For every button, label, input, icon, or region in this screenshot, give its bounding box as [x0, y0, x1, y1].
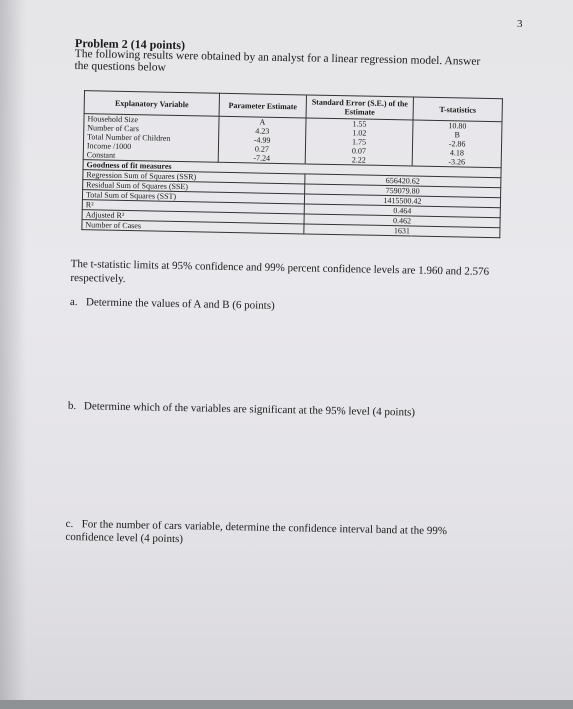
gof-label: Residual Sum of Squares (SSE) — [83, 180, 305, 194]
gof-label: Regression Sum of Squares (SSR) — [83, 170, 305, 184]
question-text: Determine the values of A and B (6 points) — [85, 296, 275, 312]
variable-name: Household Size — [87, 114, 139, 125]
gof-value: 1415500.42 — [304, 194, 500, 208]
t-stat-limits-note: The t-statistic limits at 95% confidence and 99% percent confidence levels are 1.960 and 2.576 respectively. — [70, 257, 490, 286]
question-letter: b. — [67, 399, 77, 413]
regression-table — [81, 90, 503, 238]
t-stat-value: B — [454, 130, 461, 140]
std-error-value: 0.07 — [351, 146, 367, 156]
t-stat-list — [412, 120, 502, 168]
estimate-value: -4.99 — [253, 135, 271, 145]
header-explanatory-variable: Explanatory Variable — [84, 91, 219, 117]
question-c — [65, 518, 495, 552]
variable-name: Total Number of Children — [87, 132, 171, 143]
t-stat-value: -2.86 — [448, 139, 466, 149]
header-standard-error: Standard Error (S.E.) of the Estimate — [306, 95, 413, 120]
estimate-list — [218, 116, 306, 164]
question-text: Determine which of the variables are significant at the 95% level (4 points) — [83, 400, 416, 419]
page-number: 3 — [517, 18, 523, 30]
gof-label: Adjusted R² — [82, 210, 304, 224]
gof-value: 0.462 — [304, 214, 500, 228]
header-t-statistics: T-statistics — [413, 97, 502, 122]
std-error-value: 2.22 — [351, 155, 366, 165]
estimate-value: 0.27 — [254, 144, 270, 154]
question-letter: a. — [69, 295, 78, 309]
table-row — [83, 114, 502, 168]
t-stat-value: 10.80 — [448, 121, 467, 131]
std-error-value: 1.75 — [352, 137, 367, 147]
std-error-value: 1.02 — [352, 128, 367, 138]
std-error-value: 1.55 — [352, 119, 367, 129]
t-stat-value: 4.18 — [449, 148, 464, 158]
gof-heading: Goodness of fit measures — [83, 160, 501, 178]
problem-intro: The following results were obtained by an analyst for a linear regression model. Answer the questions below — [74, 47, 481, 74]
gof-value: 1631 — [304, 224, 500, 238]
gof-value: 0.464 — [304, 204, 500, 218]
gof-label: R² — [82, 200, 304, 214]
estimate-value: A — [259, 117, 266, 127]
std-error-list — [305, 118, 413, 166]
question-letter: c. — [65, 517, 74, 531]
header-parameter-estimate: Parameter Estimate — [219, 93, 306, 118]
t-stat-value: -3.26 — [448, 157, 466, 167]
gof-label: Total Sum of Squares (SST) — [82, 190, 304, 204]
problem-heading: Problem 2 (14 points) — [74, 36, 186, 53]
variable-list — [83, 114, 219, 163]
variable-name: Constant — [86, 150, 116, 160]
question-text: For the number of cars variable, determine the confidence interval band at the 99% confidence level (4 points) — [65, 518, 448, 546]
question-b — [68, 400, 415, 420]
gof-value: 656420.62 — [305, 174, 501, 188]
variable-name: Income /1000 — [86, 141, 132, 152]
gof-label: Number of Cases — [82, 220, 304, 234]
estimate-value: -7.24 — [253, 153, 271, 163]
variable-name: Number of Cars — [87, 123, 139, 134]
gof-value: 759079.80 — [305, 184, 501, 198]
estimate-value: 4.23 — [255, 126, 270, 136]
question-a — [70, 296, 275, 313]
